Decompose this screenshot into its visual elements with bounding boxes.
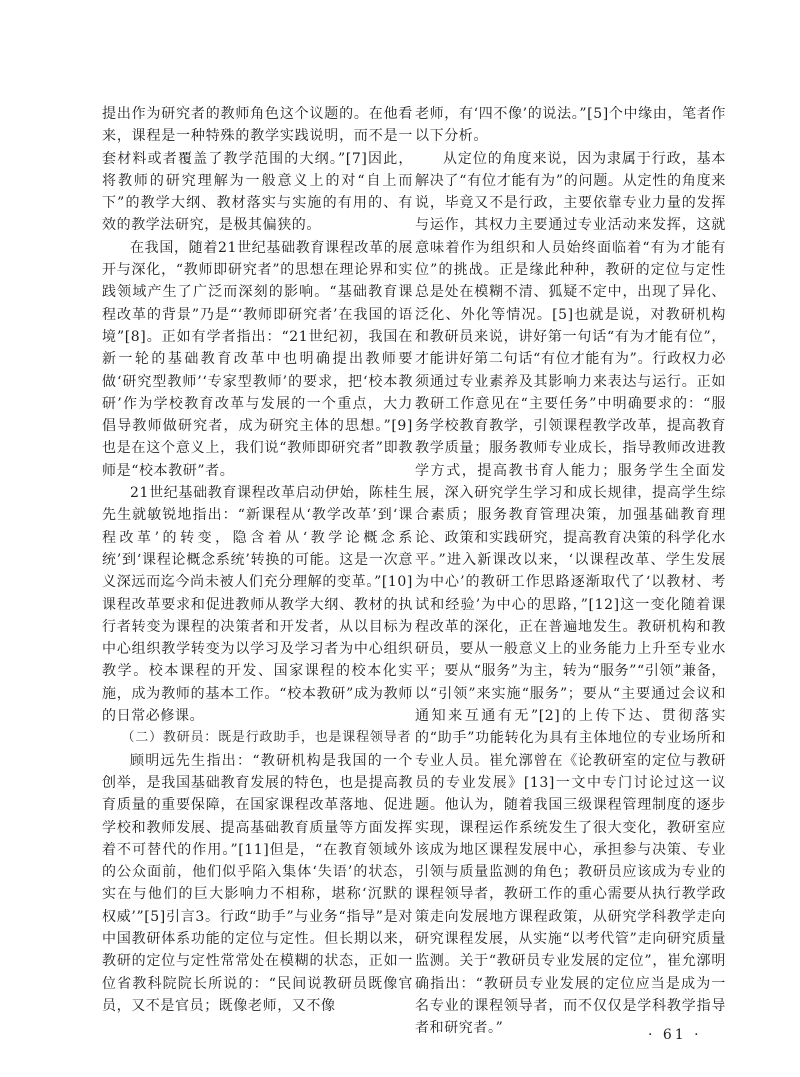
- section-heading: （二）教研员：既是行政助手，也是课程领导者: [121, 730, 412, 746]
- paragraph: 21世纪基础教育课程改革启动伊始，陈桂生先生就敏锐地指出：“新课程从‘教学改革’到‘课程改革’的转变，隐含着从‘教学论概念系统’到‘课程论概念系统’转换的可能。这是一次意义深远而迄今尚未被人们充分理解的变革。”[10]课程改革要求和促进教师从教学大纲、教材的执行者转变为课程的决策者和开发者，从以目标为中心组织教学转变为以学习及学习者为中心组织教学。校本课程的开发、国家课程的校本化实施，成为教师的基本工作。“校本教研”成为教师的日常必修课。: [102, 485, 413, 725]
- paragraph: 顾明远先生指出：“教研机构是我国的一个创举，是我国基础教育发展的特色，也是提高教育质量的重要保障，在国家课程改革落地、促进学校和教师发展、提高基础教育质量等方面发挥着不可替代的作用。”[11]但是，“在教育领域外的公众面前，他们似乎陷入集体‘失语’的状态，实在与他们的巨大影响力不相称，堪称‘沉默的权威’”[5]引言3。行政“助手”与业务“指导”是对中国教研体系功能的定位与定性。但长期以来，教研的定位与定性常常处在模糊的状态，正如一位省教科院院长所说的：“民间说教研员既像官员，又不是官员；既像老师，又不像: [102, 752, 413, 1014]
- page-number: · 61 ·: [648, 1027, 702, 1043]
- right-column: [415, 103, 726, 1039]
- paragraph: 从定位的角度来说，因为隶属于行政，基本解决了“有位才能有为”的问题。从定性的角度来说，毕竟又不是行政，主要依靠专业力量的发挥与运作，其权力主要通过专业活动来发挥，这就意味着作为组织和人员始终面临着“有为才能有位”的挑战。正是缘此种种，教研的定位与定性总是处在模糊不清、狐疑不定中，出现了异化、泛化、外化等情况。[5]也就是说，对教研机构和教研员来说，讲好第一句话“有为才能有位”，才能讲好第二句话“有位才能有为”。行政权力必须通过专业素养及其影响力来表达与运行。正如教研工作意见在“主要任务”中明确要求的：“服务学校教育教学，引领课程教学改革，提高教育教学质量；服务教师专业成长，指导教师改进教学方式，提高教书育人能力；服务学生全面发展，深入研究学生学习和成长规律，提高学生综合素质；服务教育管理决策，加强基础教育理论、政策和实践研究，提高教育决策的科学化水平。”进入新课改以来，‘以课程改革、学生发展为中心’的教研工作思路逐渐取代了‘以教材、考试和经验’为中心的思路，”[12]这一变化随着课程改革的深化，正在普遍地发生。教研机构和教研员，要从一般意义上的业务能力上升至专业水平；要从“服务”为主，转为“服务”“引领”兼备，以“引领”来实施“服务”；要从“主要通过会议和通知来互通有无”[2]的上传下达、贯彻落实的“助手”功能转化为具有主体地位的专业场所和专业人员。崔允漷曾在《论教研室的定位与教研员的专业发展》[13]一文中专门讨论过这一议题。他认为，随着我国三级课程管理制度的逐步实现，课程运作系统发生了很大变化，教研室应该成为地区课程发展中心，承担参与决策、专业引领与质量监测的角色；教研员应该成为专业的课程领导者，教研工作的重心需要从执行教学政策走向发展地方课程政策，从研究学科教学走向研究课程发展，从实施“以考代管”走向研究质量监测。关于“教研员专业发展的定位”，崔允漷明确指出：“教研员专业发展的定位应当是成为一名专业的课程领导者，而不仅仅是学科教学指导者和研究者。”: [415, 150, 726, 1037]
- left-column: [102, 103, 413, 1017]
- paragraph: 在我国，随着21世纪基础教育课程改革的展开与深化，“教师即研究者”的思想在理论界和实践领域产生了广泛而深刻的影响。“基础教育课程改革的背景”乃是“‘教师即研究者’在我国的语境”[8]。正如有学者指出：“21世纪初，我国在新一轮的基础教育改革中也明确提出教师要做‘研究型教师’‘专家型教师’的要求，把‘校本教研’作为学校教育改革与发展的一个重点，大力倡导教师做研究者，成为研究主体的思想。”[9]也是在这个意义上，我们说“教师即研究者”即教师是“校本教研”者。: [102, 239, 413, 479]
- paragraph: 提出作为研究者的教师角色这个议题的。在他看来，课程是一种特殊的教学实践说明，而不是一套材料或者覆盖了教学范围的大纲。”[7]因此，将教师的研究理解为一般意义上的对“自上而下”的教学大纲、教材落实与实施的有用的、有效的教学法研究，是极其偏狭的。: [102, 106, 413, 234]
- paragraph: 老师，有‘四不像’的说法。”[5]个中缘由，笔者作以下分析。: [415, 106, 726, 145]
